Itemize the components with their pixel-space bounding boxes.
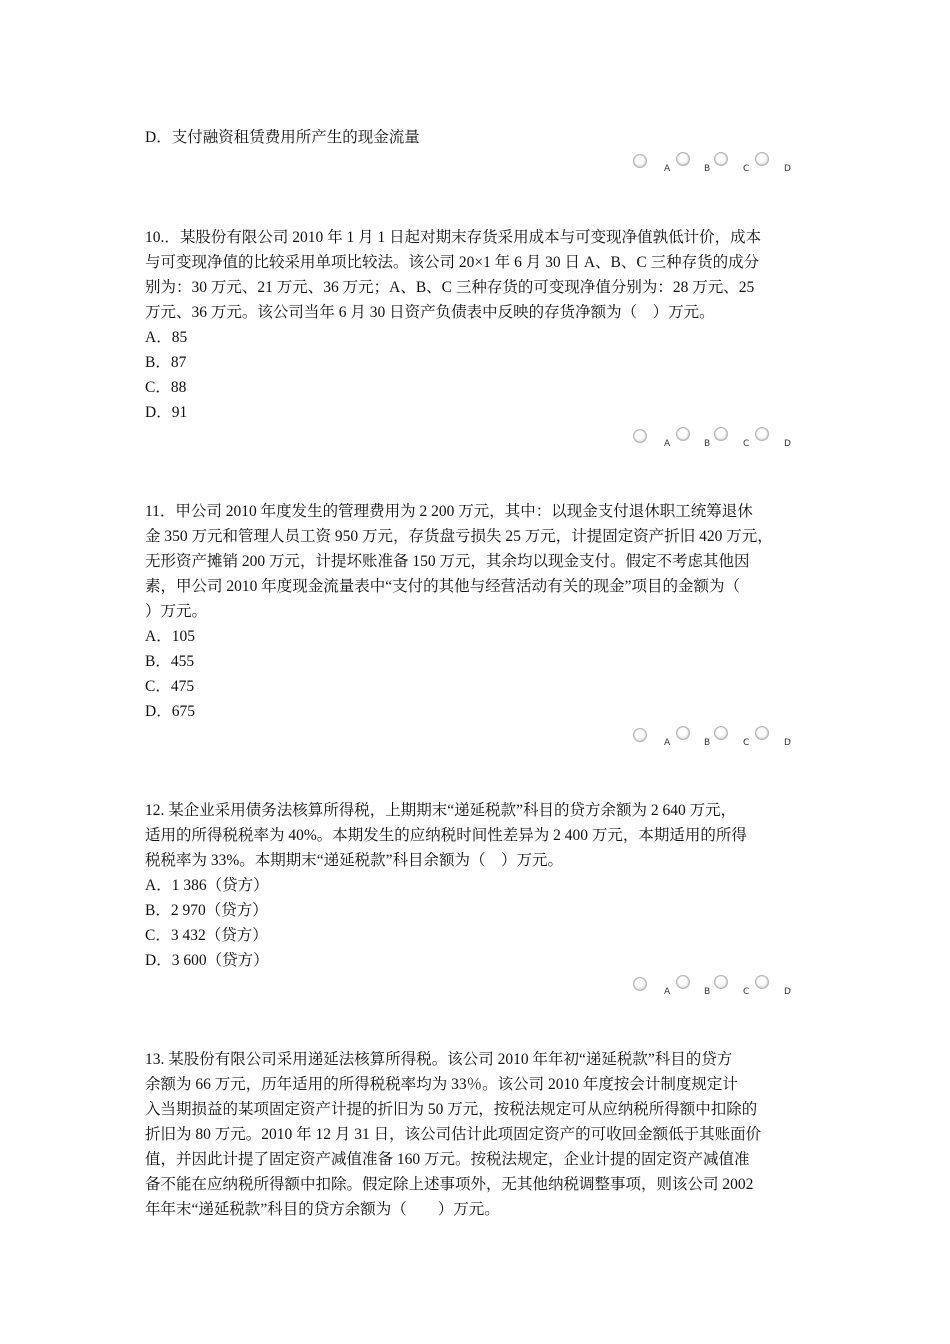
q9-radio-label-c: C (743, 164, 750, 174)
q13-stem-line: 入当期损益的某项固定资产计提的折旧为 50 万元，按税法规定可从应纳税所得额中扣除的 (145, 1101, 758, 1118)
q11-option-a: A．105 (145, 628, 195, 645)
q10-stem-line: 别为：30 万元、21 万元、36 万元；A、B、C 三种存货的可变现净值分别为：28 万元、25 (145, 279, 755, 296)
q11-radio-a[interactable] (633, 728, 647, 742)
q12-option-c: C．3 432（贷方） (145, 927, 268, 944)
q12-stem-line: 税税率为 33%。本期期末“递延税款”科目余额为（ ）万元。 (145, 852, 564, 869)
q11-radio-b[interactable] (676, 726, 690, 740)
q12-stem-line: 12. 某企业采用债务法核算所得税，上期期末“递延税款”科目的贷方余额为 2 640 万元， (145, 802, 737, 819)
q10-radio-label-c: C (743, 439, 750, 449)
q12-answer-radios (633, 975, 803, 1001)
q12-radio-label-b: B (704, 987, 711, 997)
q11-radio-label-d: D (784, 738, 791, 748)
q11-option-b: B．455 (145, 653, 195, 670)
q13-stem-line: 备不能在应纳税所得额中扣除。假定除上述事项外，无其他纳税调整事项，则该公司 2002 (145, 1176, 754, 1193)
q12-option-a: A．1 386（贷方） (145, 877, 269, 894)
q11-stem-line: 素，甲公司 2010 年度现金流量表中“支付的其他与经营活动有关的现金”项目的金额为（ (145, 578, 741, 595)
q12-radio-b[interactable] (676, 975, 690, 989)
q9-radio-a[interactable] (633, 154, 647, 168)
q11-stem-line: 无形资产摊销 200 万元，计提坏账准备 150 万元，其余均以现金支付。假定不考虑其他因 (145, 553, 750, 570)
q12-radio-label-c: C (743, 987, 750, 997)
q9-answer-radios (633, 152, 803, 178)
q10-option-d: D．91 (145, 404, 188, 421)
q11-answer-radios (633, 726, 803, 752)
q9-option-d: D．支付融资租赁费用所产生的现金流量 (145, 129, 420, 146)
q11-option-d: D．675 (145, 703, 195, 720)
q9-radio-c[interactable] (714, 152, 728, 166)
q10-stem-line: 万元、36 万元。该公司当年 6 月 30 日资产负债表中反映的存货净额为（ ）万元。 (145, 304, 715, 321)
q12-radio-c[interactable] (714, 975, 728, 989)
q13-stem-line: 年年末“递延税款”科目的贷方余额为（ ）万元。 (145, 1201, 500, 1218)
q10-radio-b[interactable] (676, 427, 690, 441)
q13-stem-line: 折旧为 80 万元。2010 年 12 月 31 日，该公司估计此项固定资产的可收回金额低于其账面价 (145, 1126, 762, 1143)
q13-stem-line: 13. 某股份有限公司采用递延法核算所得税。该公司 2010 年年初“递延税款”科目的贷方 (145, 1051, 733, 1068)
q10-option-c: C．88 (145, 379, 187, 396)
q9-radio-label-b: B (704, 164, 711, 174)
q10-answer-radios (633, 427, 803, 453)
q11-radio-c[interactable] (714, 726, 728, 740)
q10-stem-line: 与可变现净值的比较采用单项比较法。该公司 20×1 年 6 月 30 日 A、B、C 三种存货的成分 (145, 254, 760, 271)
q10-stem-line: 10.．某股份有限公司 2010 年 1 月 1 日起对期末存货采用成本与可变现净值孰低计价，成本 (145, 229, 762, 246)
q12-option-d: D．3 600（贷方） (145, 952, 269, 969)
q13-stem-line: 值，并因此计提了固定资产减值准备 160 万元。按税法规定，企业计提的固定资产减值准 (145, 1151, 750, 1168)
q12-stem-line: 适用的所得税税率为 40%。本期发生的应纳税时间性差异为 2 400 万元，本期适用的所得 (145, 827, 747, 844)
q12-radio-a[interactable] (633, 977, 647, 991)
q10-radio-d[interactable] (755, 427, 769, 441)
q10-option-a: A．85 (145, 329, 188, 346)
q12-radio-d[interactable] (755, 975, 769, 989)
q10-radio-a[interactable] (633, 429, 647, 443)
q10-radio-label-b: B (704, 439, 711, 449)
q11-option-c: C．475 (145, 678, 195, 695)
q9-radio-label-d: D (784, 164, 791, 174)
q10-radio-label-d: D (784, 439, 791, 449)
q9-radio-d[interactable] (755, 152, 769, 166)
q11-stem-line: ）万元。 (145, 603, 208, 620)
q12-radio-label-a: A (664, 987, 671, 997)
q12-option-b: B．2 970（贷方） (145, 902, 268, 919)
q11-stem-line: 金 350 万元和管理人员工资 950 万元，存货盘亏损失 25 万元，计提固定资产折旧 420 万元， (145, 528, 773, 545)
q10-option-b: B．87 (145, 354, 187, 371)
q12-radio-label-d: D (784, 987, 791, 997)
q9-radio-b[interactable] (676, 152, 690, 166)
q10-radio-c[interactable] (714, 427, 728, 441)
q11-stem-line: 11．甲公司 2010 年度发生的管理费用为 2 200 万元，其中：以现金支付退休职工统筹退休 (145, 503, 753, 520)
q13-stem-line: 余额为 66 万元，历年适用的所得税税率均为 33％。该公司 2010 年度按会计制度规定计 (145, 1076, 738, 1093)
q11-radio-d[interactable] (755, 726, 769, 740)
q11-radio-label-a: A (664, 738, 671, 748)
q9-radio-label-a: A (664, 164, 671, 174)
q10-radio-label-a: A (664, 439, 671, 449)
q11-radio-label-b: B (704, 738, 711, 748)
q11-radio-label-c: C (743, 738, 750, 748)
